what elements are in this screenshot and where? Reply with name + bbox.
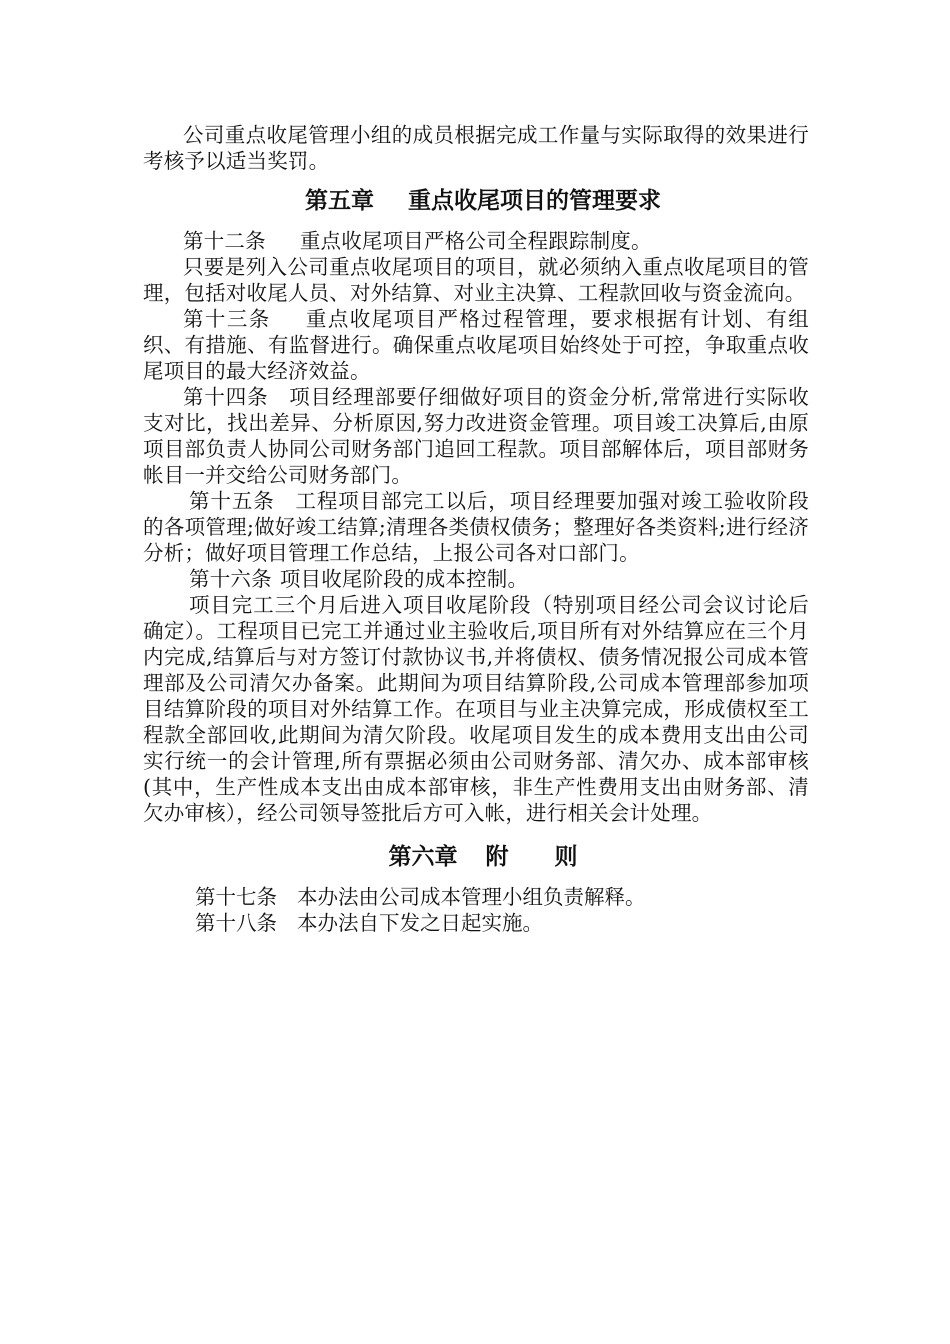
article-18-label: 第十八条 [195,911,277,935]
chapter-5-heading [143,188,809,214]
article-16 [143,566,809,592]
article-12-detail: 只要是列入公司重点收尾项目的项目，就必须纳入重点收尾项目的管理，包括对收尾人员、对外结算、对业主决算、工程款回收与资金流向。 [143,255,809,305]
article-17-label: 第十七条 [195,885,277,909]
article-12-text: 重点收尾项目严格公司全程跟踪制度。 [299,229,652,253]
chapter-6-title: 附 则 [485,844,578,870]
article-13-label: 第十三条 [183,307,271,331]
article-12 [143,228,809,254]
article-17 [143,884,809,910]
article-13-text: 重点收尾项目严格过程管理，要求根据有计划、有组织、有措施、有监督进行。确保重点收尾项目始终处于可控，争取重点收尾项目的最大经济效益。 [143,307,809,383]
article-16-label: 第十六条 [189,567,272,591]
chapter-6-heading [143,844,809,870]
chapter-5-number: 第五章 [305,188,374,214]
article-12-label: 第十二条 [183,229,266,253]
article-15-text: 工程项目部完工以后，项目经理要加强对竣工验收阶段的各项管理;做好竣工结算;清理各类债权债务；整理好各类资料;进行经济分析；做好项目管理工作总结，上报公司各对口部门。 [143,489,809,565]
article-16-detail: 项目完工三个月后进入项目收尾阶段（特别项目经公司会议讨论后确定）。工程项目已完工并通过业主验收后,项目所有对外结算应在三个月内完成,结算后与对方签订付款协议书,并将债权、债务情况报公司成本管理部及公司清欠办备案。此期间为项目结算阶段,公司成本管理部参加项目结算阶段的项目对外结算工作。在项目与业主决算完成，形成债权至工程款全部回收,此期间为清欠阶段。收尾项目发生的成本费用支出由公司实行统一的会计管理,所有票据必须由公司财务部、清欠办、成本部审核(其中，生产性成本支出由成本部审核，非生产性费用支出由财务部、清欠办审核），经公司领导签批后方可入帐，进行相关会计处理。 [143,593,809,825]
chapter-5-title: 重点收尾项目的管理要求 [408,188,661,214]
article-14-label: 第十四条 [183,385,269,409]
article-17-text: 本办法由公司成本管理小组负责解释。 [297,885,646,909]
article-16-text: 项目收尾阶段的成本控制。 [279,567,529,591]
document-page [143,122,809,936]
article-13 [143,306,809,384]
intro-paragraph: 公司重点收尾管理小组的成员根据完成工作量与实际取得的效果进行考核予以适当奖罚。 [143,123,809,173]
article-18 [143,910,809,936]
article-15 [143,488,809,566]
article-14 [143,384,809,488]
article-14-text: 项目经理部要仔细做好项目的资金分析,常常进行实际收支对比，找出差异、分析原因,努力改进资金管理。项目竣工决算后,由原项目部负责人协同公司财务部门追回工程款。项目部解体后，项目部财务帐目一并交给公司财务部门。 [143,385,809,487]
chapter-6-number: 第六章 [388,844,458,870]
article-18-text: 本办法自下发之日起实施。 [297,911,543,935]
article-15-label: 第十五条 [189,489,275,513]
